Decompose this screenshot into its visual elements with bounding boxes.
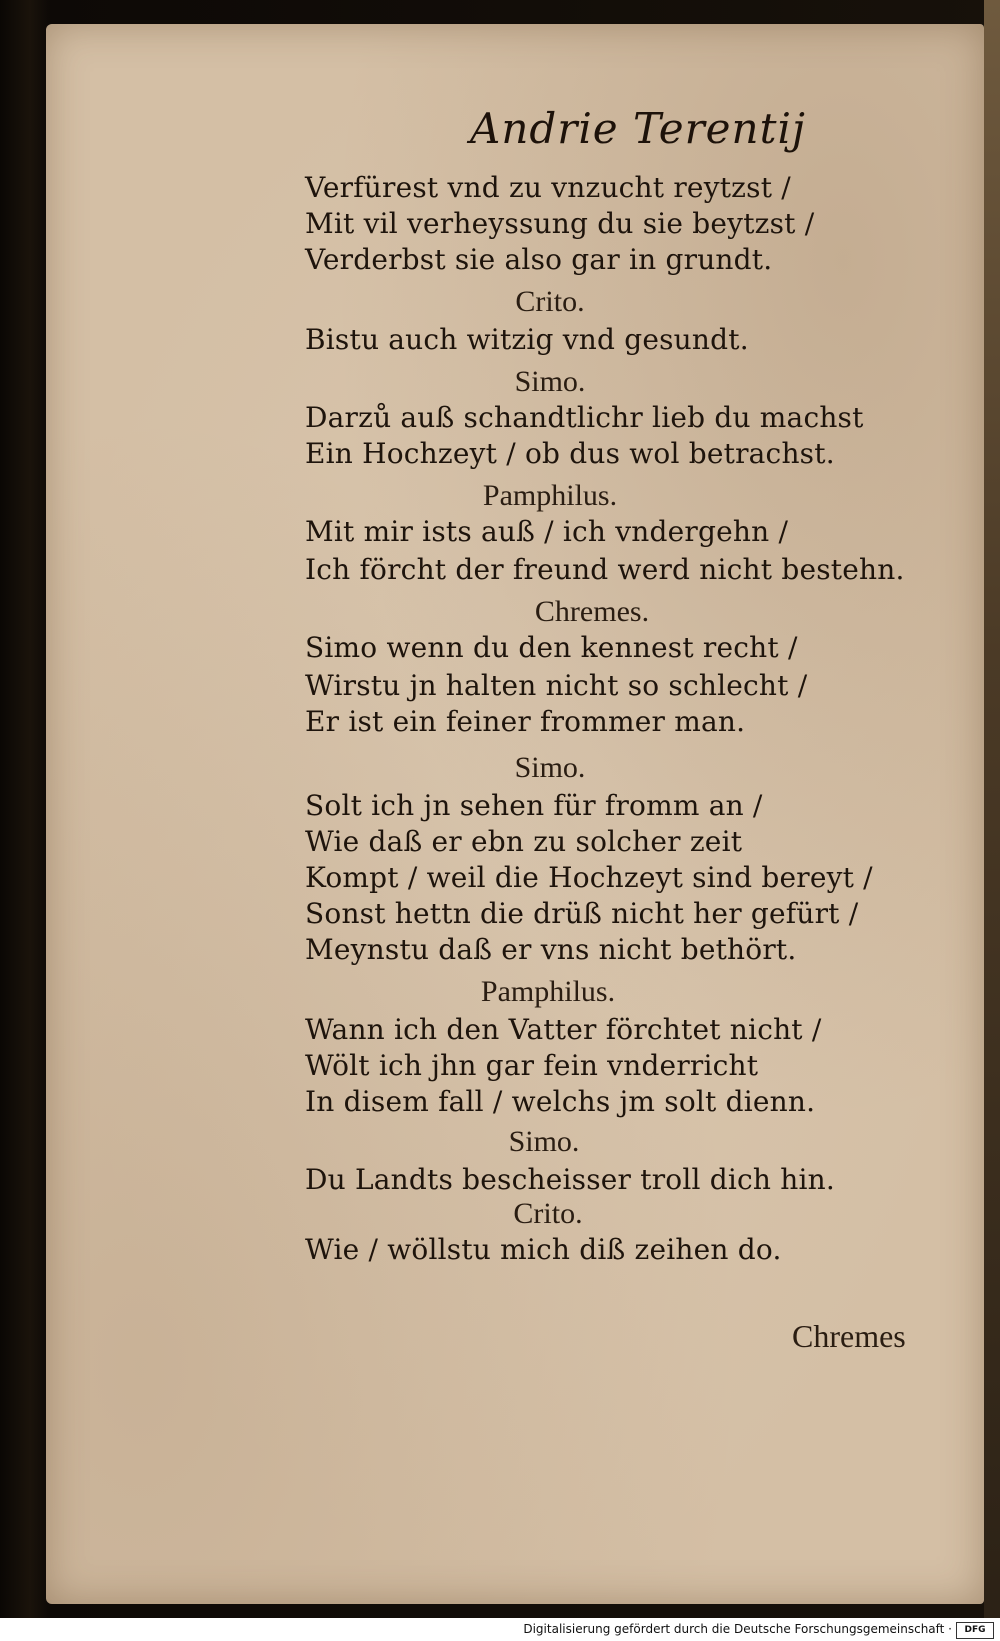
verse-line: Solt ich jn sehen für fromm an / bbox=[305, 789, 763, 822]
speaker-name: Pamphilus. bbox=[480, 975, 616, 1008]
speaker-name: Simo. bbox=[514, 365, 586, 398]
verse-line: Darzů auß schandtlichr lieb du machst bbox=[305, 401, 864, 434]
verse-line: Mit mir ists auß / ich vndergehn / bbox=[305, 515, 789, 548]
verse-line: Wann ich den Vatter förchtet nicht / bbox=[305, 1013, 822, 1046]
footer-credit: Digitalisierung gefördert durch die Deutsche Forschungsgemeinschaft · bbox=[523, 1622, 952, 1636]
verse-line: Wie daß er ebn zu solcher zeit bbox=[305, 825, 743, 858]
speaker-name: Crito. bbox=[513, 1197, 583, 1230]
verse-line: Sonst hettn die drüß nicht her gefürt / bbox=[305, 897, 859, 930]
verse-line: Verfürest vnd zu vnzucht reytzst / bbox=[305, 171, 791, 204]
speaker-name: Crito. bbox=[515, 285, 585, 318]
verse-line: Bistu auch witzig vnd gesundt. bbox=[305, 323, 749, 356]
verse-line: Verderbst sie also gar in grundt. bbox=[305, 243, 773, 276]
verse-line: Wirstu jn halten nicht so schlecht / bbox=[305, 669, 808, 702]
digitization-footer bbox=[0, 1618, 1000, 1641]
speaker-name: Pamphilus. bbox=[482, 479, 618, 512]
verse-line: Ich förcht der freund werd nicht bestehn. bbox=[305, 553, 905, 586]
running-header: Andrie Terentij bbox=[470, 104, 806, 153]
speaker-name: Simo. bbox=[508, 1125, 580, 1158]
verse-line: Simo wenn du den kennest recht / bbox=[305, 631, 798, 664]
adjacent-page-edge bbox=[984, 0, 1000, 1641]
catchword: Chremes bbox=[792, 1318, 906, 1354]
verse-line: Wölt ich jhn gar fein vnderricht bbox=[305, 1049, 759, 1082]
dfg-logo: DFG bbox=[956, 1622, 994, 1639]
verse-line: Du Landts bescheisser troll dich hin. bbox=[305, 1163, 835, 1196]
verse-line: Er ist ein feiner frommer man. bbox=[305, 705, 746, 738]
verse-line: Kompt / weil die Hochzeyt sind bereyt / bbox=[305, 861, 873, 894]
verse-line: Wie / wöllstu mich diß zeihen do. bbox=[305, 1233, 782, 1266]
speaker-name: Chremes. bbox=[534, 595, 650, 628]
verse-line: Meynstu daß er vns nicht bethört. bbox=[305, 933, 797, 966]
verse-line: Ein Hochzeyt / ob dus wol betrachst. bbox=[305, 437, 835, 470]
verse-line: In disem fall / welchs jm solt dienn. bbox=[305, 1085, 816, 1118]
verse-line: Mit vil verheyssung du sie beytzst / bbox=[305, 207, 815, 240]
speaker-name: Simo. bbox=[514, 751, 586, 784]
